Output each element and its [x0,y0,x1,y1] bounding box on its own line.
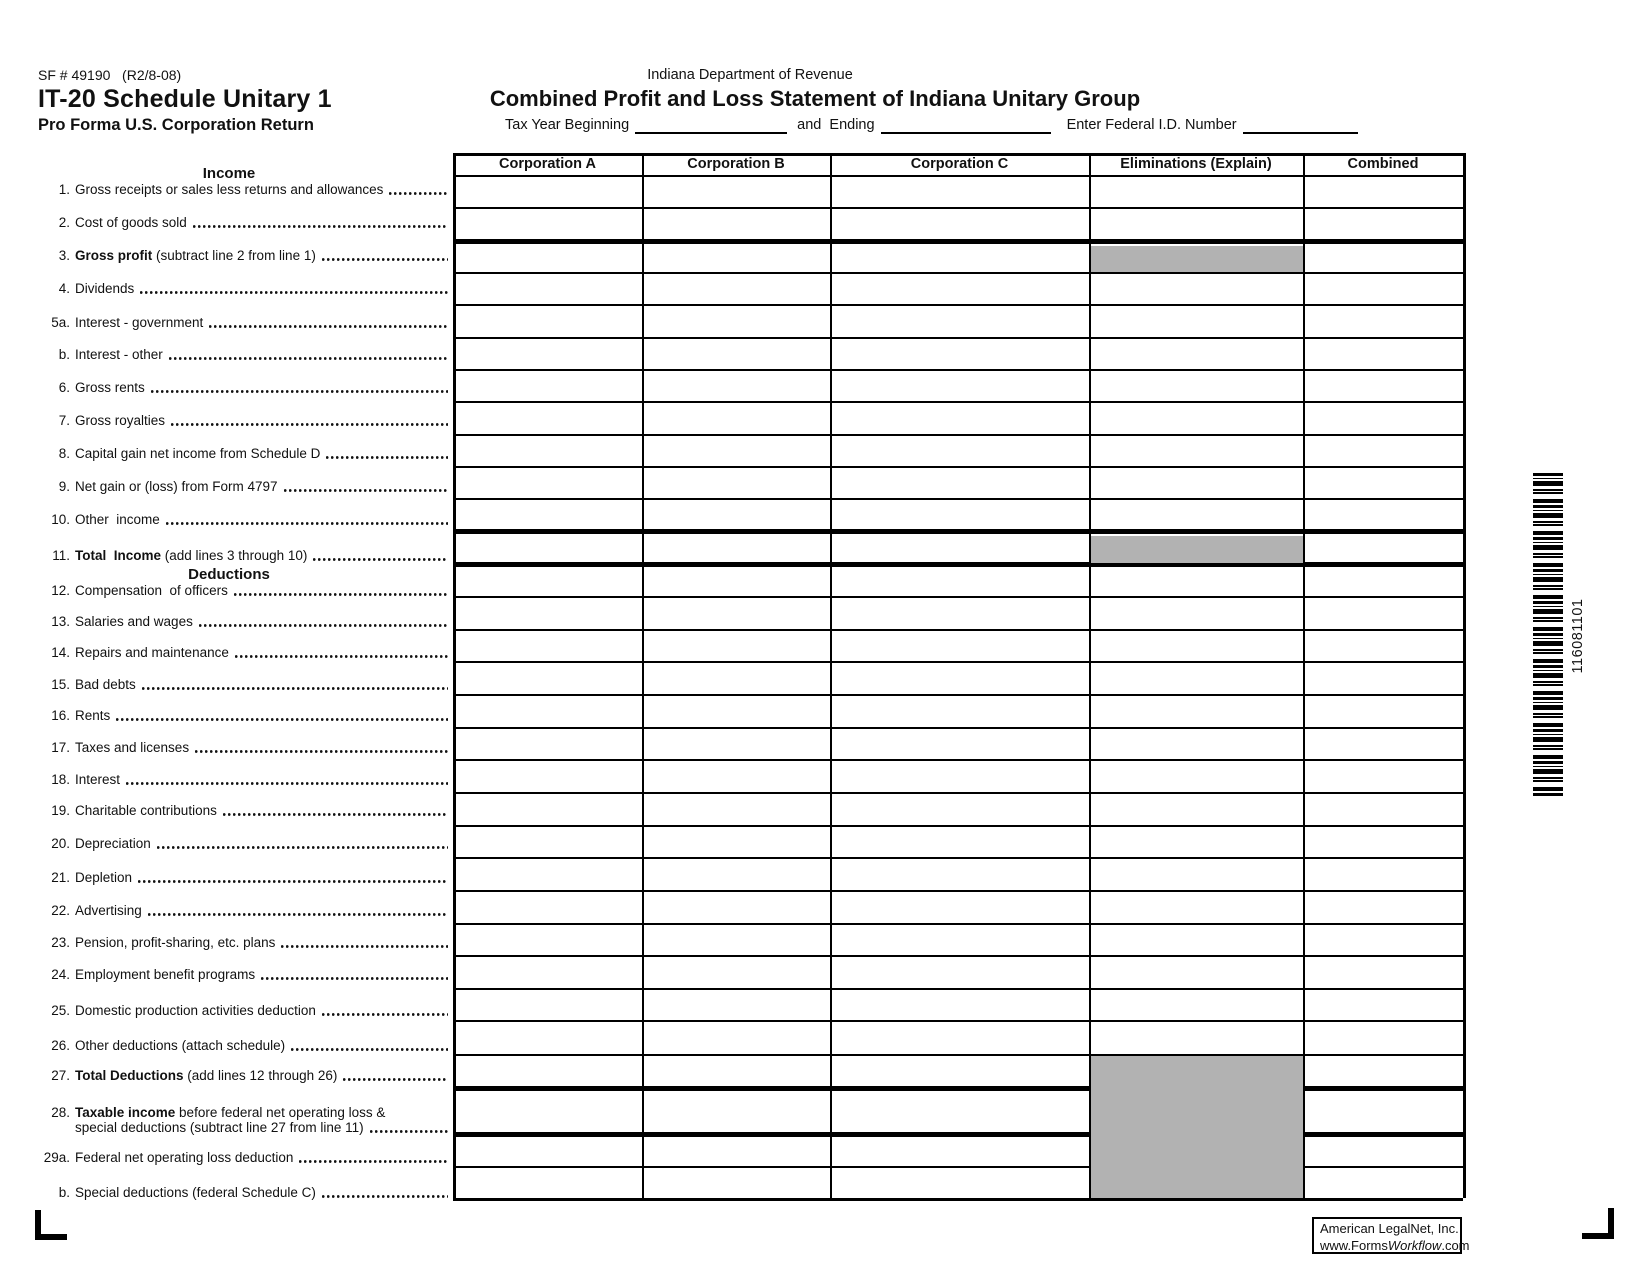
table-line [453,1166,1463,1168]
line-item-b [38,1185,453,1200]
table-line [453,153,456,1198]
deductions-section-header: Deductions [188,566,270,583]
line-item-label: Total Deductions (add lines 12 through 26) [75,1068,338,1083]
line-number: 20. [51,836,70,851]
table-line [453,1086,1463,1091]
publisher-box [1312,1217,1470,1254]
barcode-number: 116081101 [1570,598,1586,674]
line-item-27 [38,1068,453,1083]
line-item-label: Taxable income before federal net operating loss & [75,1105,386,1120]
federal-id-label: Enter Federal I.D. Number [1066,117,1237,133]
line-item-1 [38,182,453,197]
table-line [453,988,1463,990]
dot-leader [370,1130,448,1133]
line-item-20 [38,836,453,851]
line-number: 15. [51,677,70,692]
line-item-label: Advertising [75,903,142,918]
line-number: 6. [58,380,70,395]
dot-leader [138,880,448,883]
line-number: 7. [58,413,70,428]
line-number: 19. [51,803,70,818]
table-line [453,759,1463,761]
blocked-cell [1091,536,1303,563]
line-number: 29a. [43,1150,70,1165]
dot-leader [209,325,448,328]
line-item-label: Special deductions (federal Schedule C) [75,1185,316,1200]
line-item-29a [38,1150,453,1165]
line-number: 9. [58,479,70,494]
line-number: 13. [51,614,70,629]
dot-leader [169,357,448,360]
table-line [453,1198,1463,1201]
line-item-17 [38,740,453,755]
form-number: SF # 49190 (R2/8-08) [38,67,182,83]
tax-year-begin-label: Tax Year Beginning [505,117,630,133]
income-section-header: Income [202,165,256,182]
line-item-b [38,347,453,362]
line-number: 16. [51,708,70,723]
column-header: Corporation B [687,156,785,172]
corner-mark-bottom-right [1582,1208,1614,1239]
dot-leader [234,593,448,596]
line-number: 23. [51,935,70,950]
dot-leader [148,913,448,916]
table-line [453,792,1463,794]
column-header: Combined [1347,156,1419,172]
line-item-21 [38,870,453,885]
blocked-cell [1091,1056,1303,1198]
line-item-26 [38,1038,453,1053]
line-item-label: Gross rents [75,380,145,395]
federal-id-underline [1243,117,1358,134]
table-line [453,661,1463,663]
line-number: 26. [51,1038,70,1053]
line-item-25 [38,1003,453,1018]
dot-leader [322,258,448,261]
line-number: 22. [51,903,70,918]
table-line [453,175,1463,177]
line-number: 2. [58,215,70,230]
line-number: 4. [58,281,70,296]
dot-leader [261,977,448,980]
dot-leader [343,1078,448,1081]
form-subtitle: Pro Forma U.S. Corporation Return [38,116,314,134]
line-item-14 [38,645,453,660]
line-number: 11. [52,548,70,563]
dot-leader [140,291,448,294]
column-header: Eliminations (Explain) [1120,156,1272,172]
dot-leader [142,687,448,690]
agency-name: Indiana Department of Revenue [647,67,853,83]
line-item-23 [38,935,453,950]
table-line [453,890,1463,892]
line-number: 10. [51,512,70,527]
table-line [453,1020,1463,1022]
table-line [1303,153,1305,1198]
line-item-8 [38,446,453,461]
table-line [453,923,1463,925]
dot-leader [157,846,448,849]
line-item-15 [38,677,453,692]
dot-leader [299,1160,448,1163]
table-line [453,401,1463,403]
tax-year-line [505,117,1391,134]
line-item-label: Gross receipts or sales less returns and allowances [75,182,384,197]
table-line [453,304,1463,306]
table-line [453,1132,1463,1137]
table-line [453,562,1463,567]
line-item-label: Repairs and maintenance [75,645,229,660]
line-item-label: Taxes and licenses [75,740,190,755]
line-item-label: Other deductions (attach schedule) [75,1038,286,1053]
dot-leader [126,782,448,785]
line-item-label: Bad debts [75,677,136,692]
publisher-name: American LegalNet, Inc. [1320,1221,1459,1236]
line-item-24 [38,967,453,982]
line-item-label: Interest - government [75,315,204,330]
table-line [453,239,1463,244]
line-item-28 [38,1105,453,1135]
table-line [453,272,1463,274]
dot-leader [166,522,448,525]
table-line [453,466,1463,468]
line-item-13 [38,614,453,629]
line-item-label: Depreciation [75,836,151,851]
line-number: 3. [58,248,70,263]
column-header: Corporation C [910,156,1009,172]
line-item-label: Employment benefit programs [75,967,256,982]
line-item-19 [38,803,453,818]
dot-leader [151,390,448,393]
table-line [830,153,832,1198]
dot-leader [223,813,448,816]
line-item-4 [38,281,453,296]
dot-leader [322,1195,448,1198]
line-item-5a [38,315,453,330]
line-item-label: Cost of goods sold [75,215,187,230]
line-item-label: Rents [75,708,111,723]
line-item-label: Compensation of officers [75,583,228,598]
dot-leader [326,456,448,459]
dot-leader [281,945,448,948]
line-number: 14. [51,645,70,660]
dot-leader [235,655,448,658]
line-item-label: Interest [75,772,121,787]
line-item-6 [38,380,453,395]
line-number: 8. [58,446,70,461]
line-item-label: Interest - other [75,347,163,362]
line-item-9 [38,479,453,494]
line-item-7 [38,413,453,428]
line-item-label: Gross profit (subtract line 2 from line 1) [75,248,316,263]
barcode [1533,473,1563,798]
dot-leader [195,750,448,753]
line-item-label: Dividends [75,281,135,296]
line-item-label: Total Income (add lines 3 through 10) [75,548,308,563]
line-item-label: Salaries and wages [75,614,193,629]
line-item-2 [38,215,453,230]
line-item-3 [38,248,453,263]
dot-leader [193,225,448,228]
table-line [1463,153,1466,1198]
blocked-cell [1091,246,1303,272]
tax-year-end-underline [881,117,1051,134]
dot-leader [116,718,448,721]
tax-year-begin-underline [635,117,787,134]
table-line [453,629,1463,631]
line-item-label: Capital gain net income from Schedule D [75,446,321,461]
line-number: 17. [51,740,70,755]
line-item-label: Charitable contributions [75,803,217,818]
table-line [453,1054,1463,1056]
line-number: 1. [58,182,70,197]
line-number: b. [58,1185,70,1200]
line-item-22 [38,903,453,918]
line-item-label: Depletion [75,870,133,885]
line-number: b. [58,347,70,362]
line-item-label: Pension, profit-sharing, etc. plans [75,935,276,950]
line-item-label: Other income [75,512,160,527]
publisher-url: www.FormsWorkflow.com [1320,1237,1470,1253]
table-line [1089,153,1091,1198]
line-number: 21. [51,870,70,885]
table-line [453,498,1463,500]
line-number: 18. [51,772,70,787]
line-item-11 [38,548,453,563]
table-line [453,529,1463,534]
table-line [453,727,1463,729]
line-item-10 [38,512,453,527]
form-title: IT-20 Schedule Unitary 1 [38,85,332,113]
line-number: 12. [51,583,70,598]
line-number: 27. [51,1068,70,1083]
line-number: 28. [51,1105,70,1120]
tax-year-end-label: and Ending [797,117,875,133]
line-number: 5a. [51,315,70,330]
line-number: 24. [51,967,70,982]
column-header: Corporation A [499,156,596,172]
line-item-16 [38,708,453,723]
table-line [453,825,1463,827]
line-item-label: Federal net operating loss deduction [75,1150,294,1165]
table-line [453,207,1463,209]
table-line [453,596,1463,598]
table-line [642,153,644,1198]
line-item-label: Net gain or (loss) from Form 4797 [75,479,278,494]
table-line [453,955,1463,957]
line-item-label: Gross royalties [75,413,166,428]
line-item-12 [38,583,453,598]
corner-mark-bottom-left [35,1210,67,1240]
line-item-label: Domestic production activities deduction [75,1003,316,1018]
line-number: 25. [51,1003,70,1018]
table-line [453,369,1463,371]
page-title: Combined Profit and Loss Statement of Indiana Unitary Group [489,86,1141,111]
line-item-label-continued: special deductions (subtract line 27 from line 11) [75,1120,364,1135]
table-line [453,434,1463,436]
table-line [453,694,1463,696]
dot-leader [199,624,448,627]
table-line [453,857,1463,859]
line-item-18 [38,772,453,787]
dot-leader [313,558,448,561]
dot-leader [284,489,448,492]
table-line [453,337,1463,339]
dot-leader [389,192,448,195]
dot-leader [322,1013,448,1016]
dot-leader [291,1048,448,1051]
dot-leader [171,423,448,426]
